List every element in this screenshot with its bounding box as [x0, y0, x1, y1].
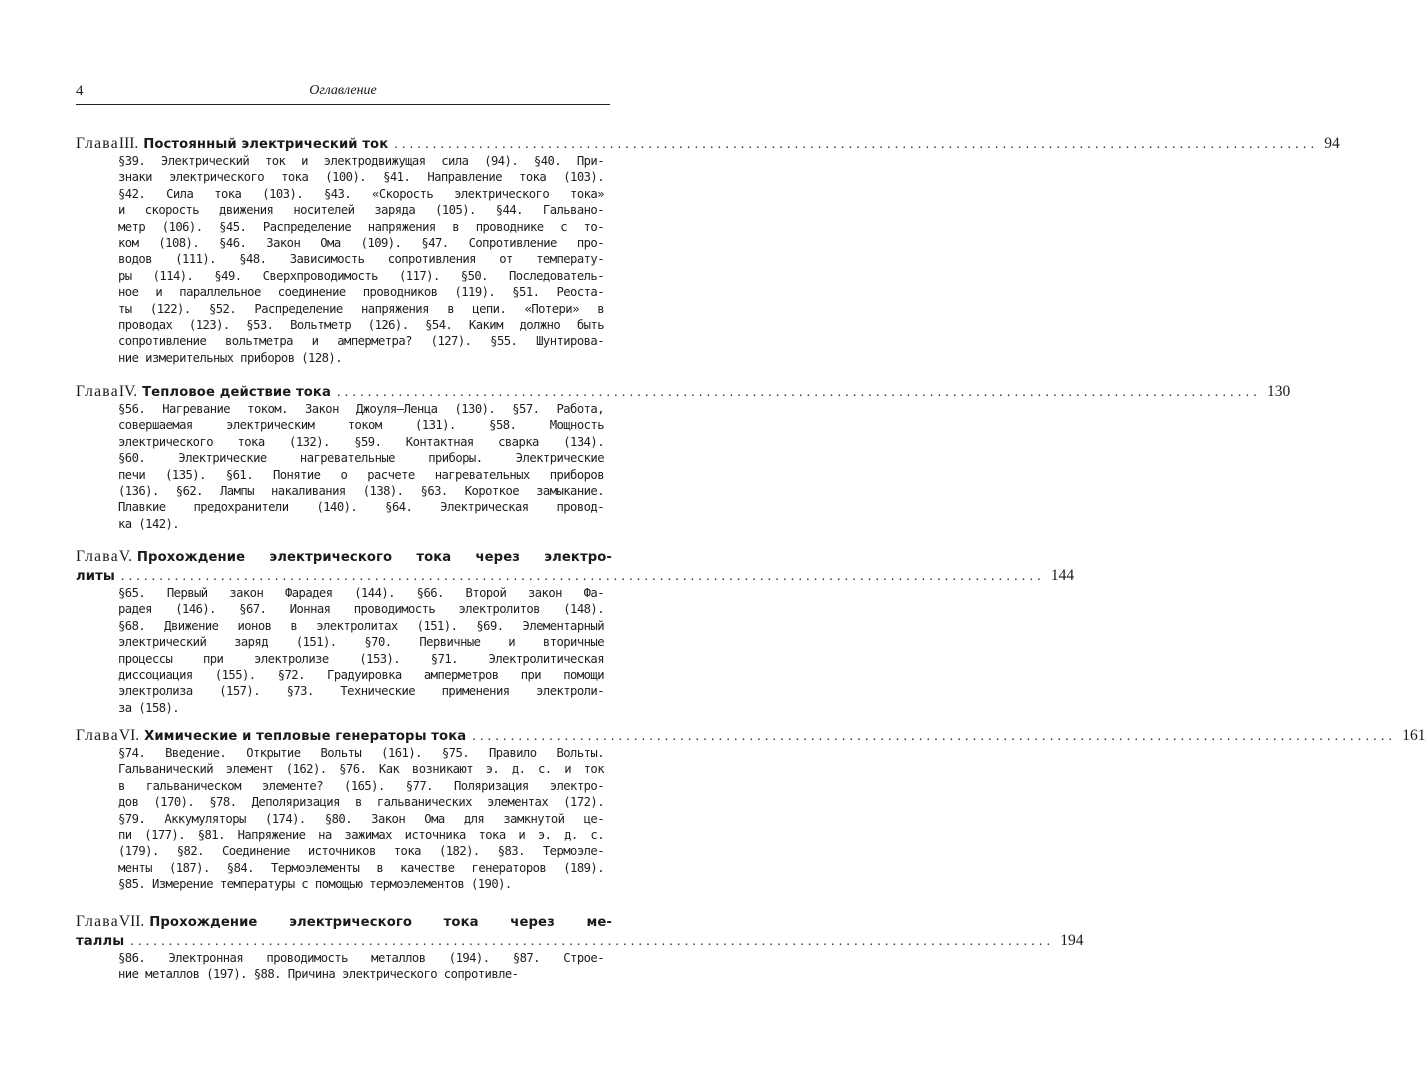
chapter-label: Глава	[76, 727, 119, 744]
section-list-line: ние измерительных приборов (128).	[118, 350, 342, 365]
section-list-line: диссоциация (155). §72. Градуировка амперметров при помощи	[118, 668, 604, 683]
section-list-line: Гальванический элемент (162). §76. Как возникают э. д. с. и ток	[118, 762, 604, 777]
chapter-number: IV.	[118, 383, 138, 400]
section-list-line: ком (108). §46. Закон Ома (109). §47. Сопротивление про-	[118, 236, 604, 251]
chapter-number: V.	[118, 548, 132, 565]
section-list-line: дов (170). §78. Деполяризация в гальванических элементах (172).	[118, 795, 604, 810]
section-list-line: электрический заряд (151). §70. Первичные и вторичные	[118, 635, 604, 650]
section-list-line: электрического тока (132). §59. Контактная сварка (134).	[118, 434, 604, 449]
chapter-label: Глава	[76, 135, 119, 152]
chapter-entry	[76, 726, 1426, 893]
section-list-line: §60. Электрические нагревательные приборы. Электрические	[118, 451, 604, 466]
section-list-line: §42. Сила тока (103). §43. «Скорость электрического тока»	[118, 186, 604, 201]
chapter-heading-line	[76, 547, 612, 566]
section-list-line: §65. Первый закон Фарадея (144). §66. Второй закон Фа-	[118, 586, 604, 600]
section-list-line: метр (106). §45. Распределение напряжения в проводнике с то-	[118, 219, 604, 234]
chapter-heading-line	[76, 931, 1084, 950]
chapter-label: Глава	[76, 913, 119, 930]
chapter-entry	[76, 134, 1340, 366]
section-list-line: ты (122). §52. Распределение напряжения в цепи. «Потери» в	[118, 301, 604, 316]
section-list-line: §39. Электрический ток и электродвижущая сила (94). §40. При-	[118, 154, 604, 168]
section-list-line: §68. Движение ионов в электролитах (151). §69. Элементарный	[118, 618, 604, 633]
dot-leader: ........................................................................................................................	[120, 569, 1045, 584]
chapter-heading-line	[76, 382, 1291, 401]
section-list-line: §79. Аккумуляторы (174). §80. Закон Ома для замкнутой це-	[118, 811, 604, 826]
section-list-line: ка (142).	[118, 516, 180, 531]
section-list-line: пи (177). §81. Напряжение на зажимах источника тока и э. д. с.	[118, 828, 604, 843]
section-list-line: §74. Введение. Открытие Вольты (161). §75. Правило Вольты.	[118, 746, 604, 760]
chapter-number: VI.	[118, 727, 140, 744]
section-list-line: и скорость движения носителей заряда (105). §44. Гальвано-	[118, 203, 604, 218]
chapter-title: Постоянный электрический ток	[143, 137, 389, 152]
section-list-line: §56. Нагревание током. Закон Джоуля–Ленца (130). §57. Работа,	[118, 402, 604, 416]
chapter-section-list	[118, 585, 604, 716]
section-list-line: проводах (123). §53. Вольтметр (126). §54. Каким должно быть	[118, 318, 604, 333]
section-list-line: совершаемая электрическим током (131). §58. Мощность	[118, 418, 604, 433]
chapter-entry	[76, 382, 1291, 532]
dot-leader: ........................................................................................................................	[394, 137, 1319, 152]
section-list-line: (136). §62. Лампы накаливания (138). §63. Короткое замыкание.	[118, 484, 604, 499]
chapter-title: Тепловое действие тока	[142, 385, 331, 400]
section-list-line: ние металлов (197). §88. Причина электрического сопротивле-	[118, 967, 519, 982]
chapter-label: Глава	[76, 548, 119, 565]
chapter-heading-line	[76, 726, 1426, 745]
chapter-section-list	[118, 153, 604, 366]
section-list-line: §86. Электронная проводимость металлов (194). §87. Строе-	[118, 951, 604, 965]
section-list-line: ное и параллельное соединение проводников (119). §51. Реоста-	[118, 285, 604, 300]
section-list-line: менты (187). §84. Термоэлементы в качестве генераторов (189).	[118, 860, 604, 875]
chapter-heading-line	[76, 912, 612, 931]
chapter-section-list	[118, 745, 604, 893]
section-list-line: печи (135). §61. Понятие о расчете нагревательных приборов	[118, 467, 604, 482]
section-list-line: электролиза (157). §73. Технические применения электроли-	[118, 684, 604, 699]
section-list-line: знаки электрического тока (100). §41. Направление тока (103).	[118, 170, 604, 185]
section-list-line: сопротивление вольтметра и амперметра? (127). §55. Шунтирова-	[118, 334, 604, 349]
dot-leader: ........................................................................................................................	[336, 385, 1261, 400]
chapter-number: III.	[118, 135, 139, 152]
section-list-line: процессы при электролизе (153). §71. Электролитическая	[118, 651, 604, 666]
chapter-page-number: 144	[1050, 567, 1075, 584]
chapter-section-list	[118, 401, 604, 532]
chapter-heading-line	[76, 566, 1075, 585]
chapter-number: VII.	[118, 913, 145, 930]
chapter-entry	[76, 912, 1084, 983]
section-list-line: радея (146). §67. Ионная проводимость электролитов (148).	[118, 602, 604, 617]
chapter-entry	[76, 547, 1075, 716]
chapter-title: Прохождение электрического тока через электро-	[136, 550, 612, 565]
section-list-line: водов (111). §48. Зависимость сопротивления от температу-	[118, 252, 604, 267]
section-list-line: в гальваническом элементе? (165). §77. Поляризация электро-	[118, 778, 604, 793]
chapter-title: Химические и тепловые генераторы тока	[144, 729, 467, 744]
section-list-line: за (158).	[118, 700, 180, 715]
chapter-section-list	[118, 950, 604, 983]
chapter-title: таллы	[76, 934, 125, 949]
chapter-heading-line	[76, 134, 1340, 153]
chapter-title: литы	[76, 569, 115, 584]
dot-leader: ........................................................................................................................	[472, 729, 1397, 744]
section-list-line: ры (114). §49. Сверхпроводимость (117). §50. Последователь-	[118, 268, 604, 283]
chapter-title: Прохождение электрического тока через ме-	[149, 915, 612, 930]
running-title: Оглавление	[309, 83, 377, 98]
page-number: 4	[76, 83, 84, 99]
section-list-line: (179). §82. Соединение источников тока (182). §83. Термоэле-	[118, 844, 604, 859]
section-list-line: §85. Измерение температуры с помощью термоэлементов (190).	[118, 877, 512, 892]
chapter-page-number: 94	[1324, 135, 1340, 152]
running-head	[76, 82, 610, 105]
section-list-line: Плавкие предохранители (140). §64. Электрическая провод-	[118, 500, 604, 515]
chapter-page-number: 130	[1266, 383, 1291, 400]
chapter-label: Глава	[76, 383, 119, 400]
chapter-page-number: 161	[1402, 727, 1426, 744]
chapter-page-number: 194	[1060, 932, 1084, 949]
dot-leader: ........................................................................................................................	[130, 934, 1055, 949]
